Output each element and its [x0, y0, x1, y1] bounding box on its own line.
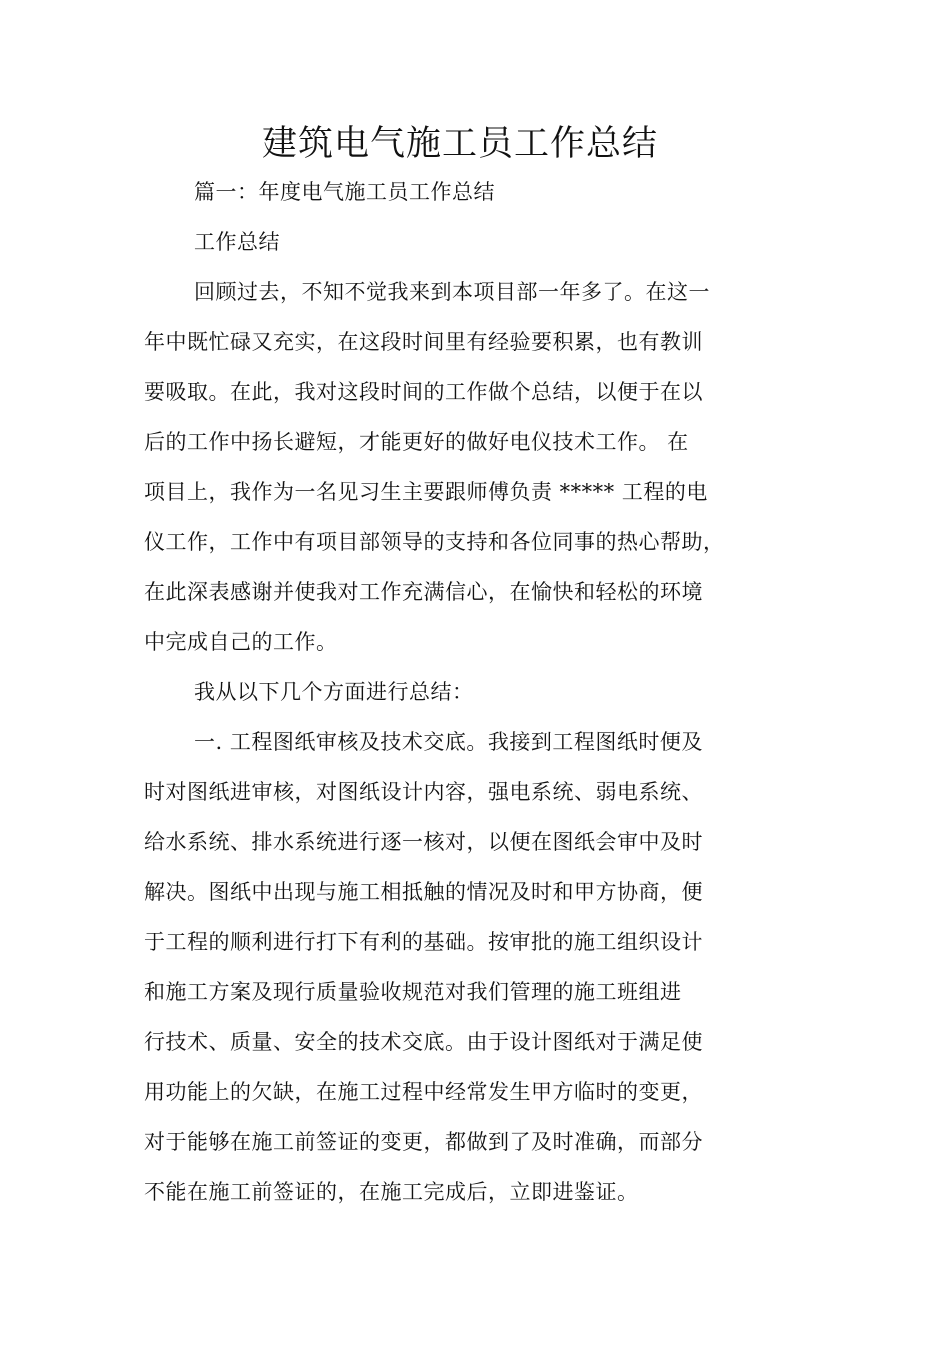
section-heading: 工作总结 [194, 230, 280, 254]
document-title: 建筑电气施工员工作总结 [261, 124, 658, 164]
paragraph-line: 回顾过去，不知不觉我来到本项目部一年多了。在这一 [194, 280, 710, 304]
paragraph-line: 仪工作，工作中有项目部领导的支持和各位同事的热心帮助， [144, 530, 725, 554]
paragraph-line: 在此深表感谢并使我对工作充满信心，在愉快和轻松的环境 [144, 580, 703, 604]
paragraph-line: 和施工方案及现行质量验收规范对我们管理的施工班组进 [144, 980, 682, 1004]
paragraph-line: 解决。图纸中出现与施工相抵触的情况及时和甲方协商，便 [144, 880, 703, 904]
paragraph-line: 时对图纸进审核，对图纸设计内容，强电系统、弱电系统、 [144, 780, 703, 804]
paragraph-line: 后的工作中扬长避短，才能更好的做好电仪技术工作。 在 [144, 430, 689, 454]
paragraph-line: 要吸取。在此，我对这段时间的工作做个总结，以便于在以 [144, 380, 703, 404]
paragraph-line: 我从以下几个方面进行总结： [194, 680, 474, 704]
paragraph-line: 于工程的顺利进行打下有利的基础。按审批的施工组织设计 [144, 930, 703, 954]
paragraph-line: 项目上，我作为一名见习生主要跟师傅负责 ***** 工程的电 [144, 480, 708, 504]
paragraph-line: 年中既忙碌又充实，在这段时间里有经验要积累，也有教训 [144, 330, 703, 354]
paragraph-line: 行技术、质量、安全的技术交底。由于设计图纸对于满足使 [144, 1030, 703, 1054]
paragraph-line: 不能在施工前签证的，在施工完成后，立即进鉴证。 [144, 1180, 639, 1204]
document-subtitle: 篇一：年度电气施工员工作总结 [194, 180, 495, 204]
paragraph-line: 给水系统、排水系统进行逐一核对，以便在图纸会审中及时 [144, 830, 703, 854]
paragraph-line: 中完成自己的工作。 [144, 630, 338, 654]
paragraph-line: 用功能上的欠缺，在施工过程中经常发生甲方临时的变更， [144, 1080, 703, 1104]
paragraph-line: 一. 工程图纸审核及技术交底。我接到工程图纸时便及 [194, 730, 703, 754]
paragraph-line: 对于能够在施工前签证的变更，都做到了及时准确，而部分 [144, 1130, 703, 1154]
